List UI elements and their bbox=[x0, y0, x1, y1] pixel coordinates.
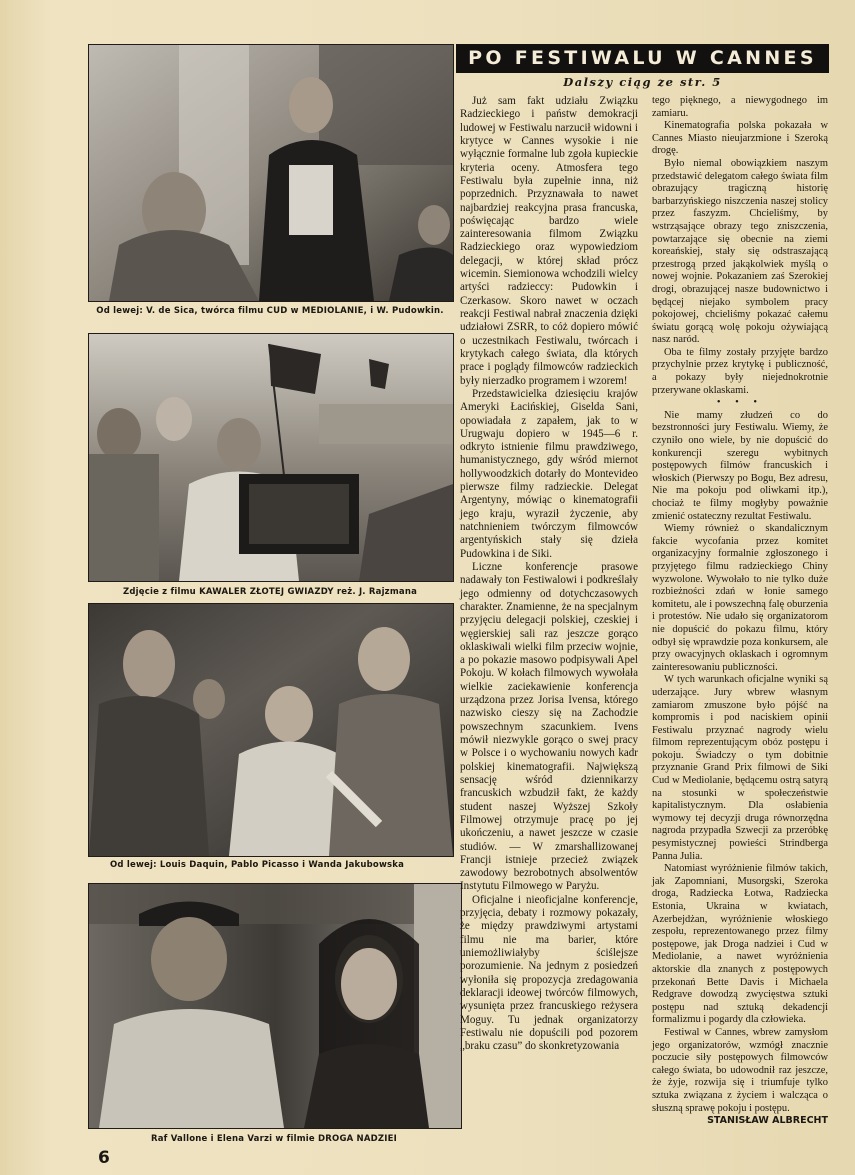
article-paragraph: Natomiast wyróżnienie filmów takich, jak Zapomniani, Musorgski, Szeroka droga, Radziecka Łotwa, Radziecka Estonia, Ukraina w kwiatach, Azerbejdżan, wyróżnienie włoskiego zespołu, reprezentowanego przez filmy postępowe, jak Droga nadziei i Cud w Mediolanie, a nawet wyróżnienia aktorskie dla znanych z postępowych przekonań Bette Davis i Michaela Redgrave dowodzą zwycięstwa sztuki postępu nad sztuką dekadencji formalizmu i pogardy dla człowieka. bbox=[652, 863, 828, 1026]
article-paragraph: Oba te filmy zostały przyjęte bardzo przychylnie przez krytykę i publiczność, a pokazy były niejednokrotnie przerywane oklaskami. bbox=[652, 346, 828, 396]
photo-3-image bbox=[89, 604, 453, 856]
photo-de-sica-pudowkin bbox=[88, 44, 454, 302]
article-paragraph: Nie mamy złudzeń co do bezstronności jury Festiwalu. Wiemy, że czyniło ono wiele, by nie dopuścić do konkurencji szeregu wybitnych postępowych filmów francuskich i włoskich (Pierwszy po Bogu, Bez adresu, Nie ma pokoju pod oliwkami itp.), chociaż te filmy mogłyby poważnie zmienić ostateczny rezultat Festiwalu. bbox=[652, 409, 828, 522]
section-separator: • • • bbox=[716, 397, 764, 409]
page-number: 6 bbox=[98, 1148, 110, 1168]
continuation-note: Dalszy ciąg ze str. 5 bbox=[563, 75, 722, 89]
article-paragraph: Już sam fakt udziału Związku Radzieckiego i państw demokracji ludowej w Festiwalu narzucił widowni i krytyce w Cannes wysokie i nie wyłącznie formalne lub zgoła kupieckie kryteria oceny. Atmosfera tego Festiwalu była zupełnie inna, niż poprzednich. Przyznawała to nawet najbardziej reakcyjna prasa francuska, poświęcając bardzo wiele zainteresowania filmom Związku Radzieckiego oraz wypowiedziom delegacji, w której skład prócz wicemin. Siemionowa wchodzili wielcy artyści radzieccy: Pudowkin i Czerkasow. Skoro nawet w oczach reakcji Festiwal nabrał znaczenia dzięki udziałowi ZSRR, to cóż dopiero mówić o uczestnikach Festiwalu, twórcach i krytykach całego świata, dla których prace i poglądy filmowców radzieckich były nierzadko programem i wzorem! bbox=[460, 95, 638, 387]
photo-1-caption: Od lewej: V. de Sica, twórca filmu CUD w MEDIOLANIE, i W. Pudowkin. bbox=[96, 306, 444, 316]
article-paragraph: Wiemy również o skandalicznym fakcie wycofania przez komitet organizacyjny formalnie zgłoszonego i przyjętego filmu radzieckiego Chiny wyzwolone. Wywołało to nie tylko duże rozbieżności zdań w łonie samego komitetu, ale i powszechną falę oburzenia i protestów. Nie udało się organizatorom nie dopuścić do pokazu filmu, który odbył się wprawdzie poza konkursem, ale przy owacyjnych oklaskach i ogromnym zainteresowaniu publiczności. bbox=[652, 523, 828, 673]
photo-1-image bbox=[89, 45, 453, 301]
article-title: PO FESTIWALU W CANNES bbox=[456, 44, 829, 73]
article-paragraph: W tych warunkach oficjalne wyniki są uderzające. Jury wbrew własnym zamiarom zmuszone było pójść na kompromis i pod naciskiem opinii Festiwalu przyznać nagrody wielu filmom reprezentującym obóz postępu i pokoju. Świadczy o tym dobitnie przyznanie Grand Prix filmowi de Siki Cud w Mediolanie, będącemu ostrą satyrą na stosunki w społeczeństwie kapitalistycznym. Dla osłabienia wymowy tej decyzji druga równorzędna nagroda przypadła Szwecji za przeróbkę pesymistycznej powieści Strindberga Panna Julia. bbox=[652, 674, 828, 862]
article-paragraph: Liczne konferencje prasowe nadawały ton Festiwalowi i podkreślały jego odmienny od dotychczasowych charakter. Znamienne, że na specjalnym przyjęciu delegacji polskiej, czeskiej i węgierskiej sali raz jeszcze gorąco oklaskiwali wielki film przeciw wojnie, a po pokazie masowo podpisywali Apel Pokoju. W kołach filmowych wywołała wielkie zaciekawienie konferencja urządzona przez Jorisa Ivensa, którego nazwisko cieszy się na Zachodzie powszechnym szacunkiem. Ivens mówił niezwykle gorąco o swej pracy w Polsce i o wychowaniu nowych kadr polskiej kinematografii. Największą sensację wśród dziennikarzy francuskich wzbudził fakt, że każdy student naszej Wyższej Szkoły Filmowej otrzymuje pracę po jej ukończeniu, a nawet jeszcze w czasie studiów. — W zmarshallizowanej Francji istnieje przecież związek zawodowy bezrobotnych absolwentów Instytutu Filmowego w Paryżu. bbox=[460, 560, 638, 893]
author-signature: STANISŁAW ALBRECHT bbox=[707, 1115, 828, 1127]
photo-droga-nadziei bbox=[88, 883, 462, 1129]
photo-2-image bbox=[89, 334, 453, 581]
photo-4-image bbox=[89, 884, 461, 1128]
photo-4-caption: Raf Vallone i Elena Varzi w filmie DROGA NADZIEI bbox=[150, 1134, 397, 1144]
article-paragraph: Było niemal obowiązkiem naszym przedstawić delegatom całego świata film obrazujący tragiczną historię barbarzyńskiego niszczenia naszej stolicy przez faszyzm. Chcieliśmy, by wstrząsające obrazy tego zniszczenia, powtarzające się obecnie na ziemi koreańskiej, stały się odstraszającą przestrogą przed jakąkolwiek myślą o nowej wojnie. Pokazaniem zaś Szerokiej drogi, obrazującej nasze budownictwo i będącej niejako symbolem pracy pokojowej, chcieliśmy pokazać całemu światu gorącą wolę pokoju ożywiającą nasz naród. bbox=[652, 157, 828, 346]
article-paragraph: Przedstawicielka dziesięciu krajów Ameryki Łacińskiej, Giselda Sani, opowiadała z zapałem, jak to w Urugwaju dopiero w 1945—6 r. odkryto istnienie filmu prawdziwego, humanistycznego, gdy wśród miernot hollywoodzkich dotarły do Montevideo pierwsze filmy radzieckie. Delegat Argentyny, mówiąc o kinematografii jego kraju, wyraził życzenie, aby natchnieniem twórczym filmowców argentyńskich stały się dzieła Pudowkina i de Siki. bbox=[460, 387, 638, 560]
photo-kawaler-zlotej-gwiazdy bbox=[88, 333, 454, 582]
article-column-2 bbox=[652, 95, 828, 1128]
photo-3-caption: Od lewej: Louis Daquin, Pablo Picasso i Wanda Jakubowska bbox=[110, 860, 405, 870]
photo-daquin-picasso-jakubowska bbox=[88, 603, 454, 857]
article-paragraph: tego pięknego, a niewygodnego im zamiaru. bbox=[652, 95, 828, 119]
article-column-1 bbox=[460, 95, 638, 1054]
article-paragraph: Festiwal w Cannes, wbrew zamysłom jego organizatorów, wzmógł znacznie poczucie siły postępowych filmowców całego świata, bo udowodnił raz jeszcze, że żyje, rozwija się i triumfuje tylko sztuka związana z życiem i walcząca o słuszną sprawę pokoju i postępu. bbox=[652, 1026, 828, 1114]
article-paragraph: Oficjalne i nieoficjalne konferencje, przyjęcia, debaty i rozmowy pokazały, że między prawdziwymi artystami filmu nie ma barier, które uniemożliwiałyby ściślejsze porozumienie. Na jednym z posiedzeń wyłoniła się propozycja zredagowania deklaracji ideowej twórców filmowych, wysunięta przez francuskiego reżysera Moguy. Tu jednak organizatorzy Festiwalu nie dopuścili pod pozorem „braku czasu” do skonkretyzowania bbox=[460, 893, 638, 1053]
photo-2-caption: Zdjęcie z filmu KAWALER ZŁOTEJ GWIAZDY reż. J. Rajzmana bbox=[122, 587, 418, 597]
article-paragraph: Kinematografia polska pokazała w Cannes Miasto nieujarzmione i Szeroką drogę. bbox=[652, 120, 828, 157]
